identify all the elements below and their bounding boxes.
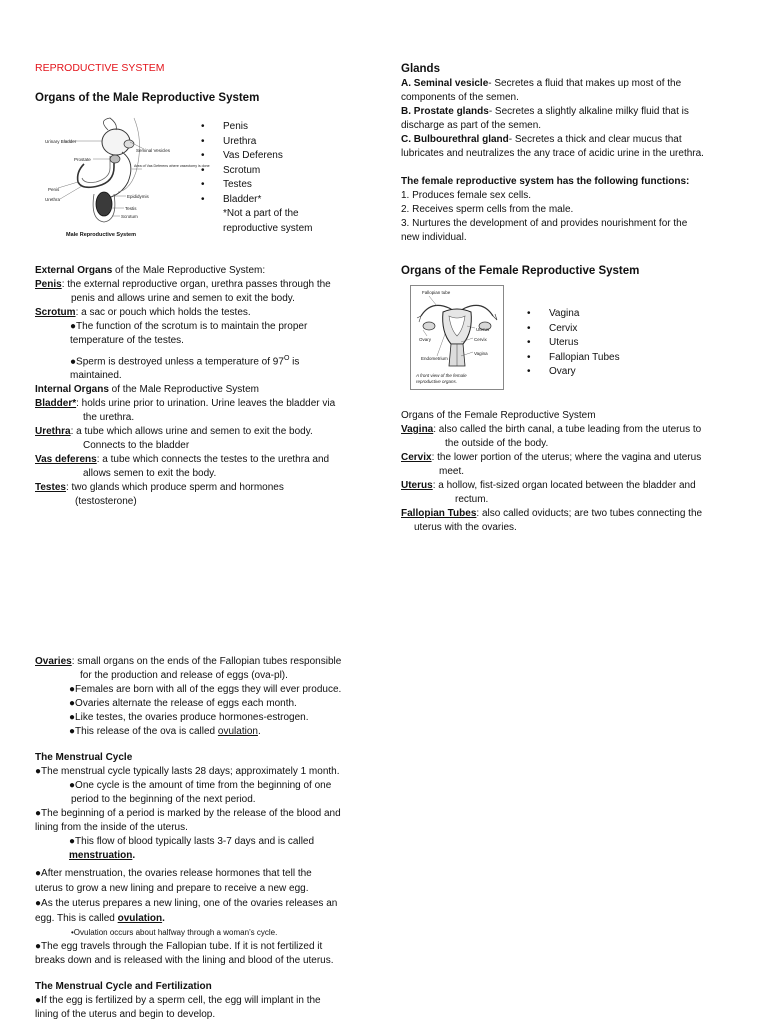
function-item: 2. Receives sperm cells from the male. [401, 204, 574, 215]
bullet-text: ●Ovaries alternate the release of eggs each month. [69, 698, 297, 709]
male-figure-caption: Male Reproductive System [66, 232, 136, 238]
definition-text: : a sac or pouch which holds the testes. [75, 307, 251, 318]
term: Scrotum [35, 307, 76, 318]
bullet-segment: . [132, 850, 136, 861]
cycle-sub-bullet [35, 849, 375, 863]
term: Uterus [401, 480, 433, 491]
female-caption-line2: reproductive organs. [416, 379, 458, 384]
bullet-segment: is [289, 356, 300, 368]
fertilization-heading: The Menstrual Cycle and Fertilization [35, 981, 212, 992]
function-item: new individual. [401, 232, 467, 243]
definition-text: lubricates and neutralizes the any trace of acidic urine in the urethra. [401, 148, 704, 159]
cycle-bullet: ●The beginning of a period is marked by the release of the blood and [35, 808, 341, 819]
list-item: • Bladder* [193, 193, 343, 208]
gland-b [401, 105, 741, 119]
function-item: 3. Nurtures the development of and provides nourishment for the [401, 218, 688, 229]
underlined-term: ovulation [117, 913, 163, 924]
bullet-segment: . [257, 726, 261, 737]
label-epididymis: Epididymis [127, 194, 149, 199]
list-item: • Penis [193, 120, 343, 135]
label-cervix: Cervix [474, 337, 487, 342]
term: B. Prostate glands [401, 106, 489, 117]
bullet-text: ●Like testes, the ovaries produce hormones-estrogen. [69, 712, 309, 723]
label-testis: Testis [125, 206, 137, 211]
definition-text: rectum. [455, 494, 489, 505]
definition-text: : the lower portion of the uterus; where the vagina and uterus [431, 452, 702, 463]
page-title: REPRODUCTIVE SYSTEM [35, 62, 165, 74]
female-reproductive-diagram [410, 285, 504, 390]
female-caption-line1: A front view of the female [416, 373, 467, 378]
gland-a [401, 77, 741, 91]
list-item: • Ovary [519, 365, 669, 380]
definition-text: : the external reproductive organ, urethra passes through the [61, 279, 331, 290]
term: Testes [35, 482, 66, 494]
bladder-definition [35, 397, 370, 411]
definition-text: allows semen to exit the body. [83, 468, 217, 480]
degree-sup: O [283, 355, 290, 362]
label-uterus: Uterus [476, 327, 490, 332]
cycle-bullet: breaks down and is released with the lining and blood of the uterus. [35, 955, 334, 966]
bullet-segment: ●Sperm is destroyed unless a temperature of 97 [70, 356, 284, 368]
female-organ-list [519, 307, 669, 380]
cycle-bullet: ●As the uterus prepares a new lining, one of the ovaries releases an [35, 898, 338, 909]
vas-deferens-definition [35, 453, 370, 467]
definition-text: the outside of the body. [445, 438, 549, 449]
internal-organs-heading [35, 383, 370, 397]
label-prostate: Prostate [74, 157, 91, 162]
list-note-line: *Not a part of the [223, 208, 299, 219]
ovaries-and-cycle-section [35, 655, 375, 1022]
list-note [193, 207, 343, 236]
label-scrotum: Scrotum [121, 214, 138, 219]
cycle-bullet: lining from the inside of the uterus. [35, 822, 188, 833]
female-functions-heading: The female reproductive system has the following functions: [401, 176, 690, 187]
label-vas-deferens-area: Area of Vas Deferens where vasectomy is done [134, 164, 210, 168]
label-seminal-vesicles: Seminal Vesicles [136, 148, 171, 153]
bullet-text: ●The function of the scrotum is to maintain the proper [70, 321, 308, 332]
list-item: • Urethra [193, 135, 343, 150]
glands-section [401, 62, 741, 245]
list-item: • Fallopian Tubes [519, 351, 669, 366]
female-anatomy-illustration [411, 286, 503, 389]
fertilization-bullet: lining of the uterus and begin to develop. [35, 1009, 216, 1020]
term: Bladder* [35, 398, 77, 410]
penis-definition [35, 278, 370, 292]
bullet-text: maintained. [70, 370, 122, 382]
underlined-term: ovulation [217, 726, 258, 737]
heading-rest: of the Male Reproductive System: [112, 265, 266, 276]
heading-bold: Internal Organs [35, 384, 109, 396]
term: C. Bulbourethral gland [401, 134, 509, 145]
definition-text: : a tube which connects the testes to the urethra and [96, 454, 330, 466]
fallopian-definition [401, 507, 746, 521]
definition-text: (testosterone) [75, 496, 137, 508]
definition-text: - Secretes a thick and clear mucus that [508, 134, 682, 145]
male-heading: Organs of the Male Reproductive System [35, 92, 260, 104]
testes-definition [35, 481, 370, 495]
label-urinary-bladder: Urinary Bladder [45, 139, 77, 144]
term: Ovaries [35, 656, 72, 667]
definition-text: discharge as part of the semen. [401, 120, 542, 131]
external-organs-heading [35, 264, 370, 278]
term: Vagina [401, 424, 434, 435]
term: Urethra [35, 426, 71, 438]
term: Fallopian Tubes [401, 508, 477, 519]
cervix-definition [401, 451, 746, 465]
cycle-bullet: ●After menstruation, the ovaries release hormones that tell the [35, 868, 312, 879]
list-item: • Cervix [519, 322, 669, 337]
bullet-text [35, 725, 375, 739]
menstrual-cycle-heading: The Menstrual Cycle [35, 752, 133, 763]
list-item: • Uterus [519, 336, 669, 351]
term: A. Seminal vesicle [401, 78, 489, 89]
label-penis: Penis [48, 187, 60, 192]
heading-rest: of the Male Reproductive System [108, 384, 259, 396]
male-organ-list [193, 120, 343, 236]
list-item: • Vas Deferens [193, 149, 343, 164]
female-heading: Organs of the Female Reproductive System [401, 265, 640, 277]
urethra-definition [35, 425, 370, 439]
list-item: • Vagina [519, 307, 669, 322]
definition-text: penis and allows urine and semen to exit the body. [71, 293, 295, 304]
definition-text: meet. [439, 466, 465, 477]
definition-text: : a tube which allows urine and semen to exit the body. [70, 426, 313, 438]
vagina-definition [401, 423, 746, 437]
ovaries-definition [35, 655, 375, 669]
underlined-term: menstruation [69, 850, 133, 861]
definition-text: : two glands which produce sperm and hormones [65, 482, 284, 494]
term: Vas deferens [35, 454, 97, 466]
fertilization-bullet: ●If the egg is fertilized by a sperm cell, the egg will implant in the [35, 995, 321, 1006]
term: Cervix [401, 452, 432, 463]
cycle-sub-bullet: ●One cycle is the amount of time from the beginning of one [69, 780, 332, 791]
definition-text: - Secretes a slightly alkaline milky fluid that is [488, 106, 689, 117]
cycle-bullet: ●The egg travels through the Fallopian tube. If it is not fertilized it [35, 941, 323, 952]
definition-text: - Secretes a fluid that makes up most of the [488, 78, 682, 89]
definition-text: : a hollow, fist-sized organ located between the bladder and [432, 480, 696, 491]
definition-text: : also called the birth canal, a tube leading from the uterus to [433, 424, 702, 435]
gland-c [401, 133, 741, 147]
uterus-definition [401, 479, 746, 493]
definition-text: : also called oviducts; are two tubes connecting the [476, 508, 703, 519]
list-item: • Testes [193, 178, 343, 193]
definition-text: : holds urine prior to urination. Urine leaves the bladder via [76, 398, 336, 410]
scrotum-definition [35, 306, 370, 320]
male-reproductive-diagram [38, 112, 210, 242]
female-sub-heading: Organs of the Female Reproductive System [401, 410, 596, 421]
label-urethra: Urethra [45, 197, 61, 202]
bullet-text: temperature of the testes. [70, 335, 184, 346]
definition-text: : small organs on the ends of the Fallopian tubes responsible [71, 656, 342, 667]
bullet-segment: . [162, 913, 165, 924]
list-note-line: reproductive system [223, 222, 313, 234]
bullet-text: ●Females are born with all of the eggs they will ever produce. [69, 684, 342, 695]
definition-text: Connects to the bladder [83, 440, 190, 452]
term: Penis [35, 279, 62, 290]
cycle-sub-bullet: •Ovulation occurs about halfway through a woman’s cycle. [71, 928, 278, 937]
definition-text: for the production and release of eggs (ova-pl). [80, 670, 288, 681]
glands-heading: Glands [401, 63, 440, 75]
definition-text: the urethra. [83, 412, 135, 424]
label-fallopian-tube: Fallopian tube [422, 290, 451, 295]
function-item: 1. Produces female sex cells. [401, 190, 532, 201]
label-vagina: Vagina [474, 351, 488, 356]
female-organ-descriptions [401, 409, 746, 535]
cycle-bullet: uterus to grow a new lining and prepare to receive a new egg. [35, 883, 309, 894]
definition-text: uterus with the ovaries. [414, 522, 517, 533]
male-organ-descriptions [35, 264, 370, 509]
heading-bold: External Organs [35, 265, 113, 276]
label-ovary: Ovary [419, 337, 432, 342]
bullet-segment: ●This release of the ova is called [69, 726, 218, 737]
bullet-text [35, 352, 370, 369]
male-anatomy-illustration [38, 112, 210, 242]
cycle-sub-bullet: ●This flow of blood typically lasts 3-7 days and is called [69, 836, 315, 847]
cycle-sub-bullet: period to the beginning of the next period. [71, 794, 256, 805]
definition-text: components of the semen. [401, 92, 519, 103]
cycle-bullet: ●The menstrual cycle typically lasts 28 days; approximately 1 month. [35, 766, 340, 777]
cycle-bullet [35, 912, 375, 926]
list-item: • Scrotum [193, 164, 343, 179]
label-endometrium: Endometrium [421, 356, 448, 361]
bullet-segment: egg. This is called [35, 913, 118, 924]
